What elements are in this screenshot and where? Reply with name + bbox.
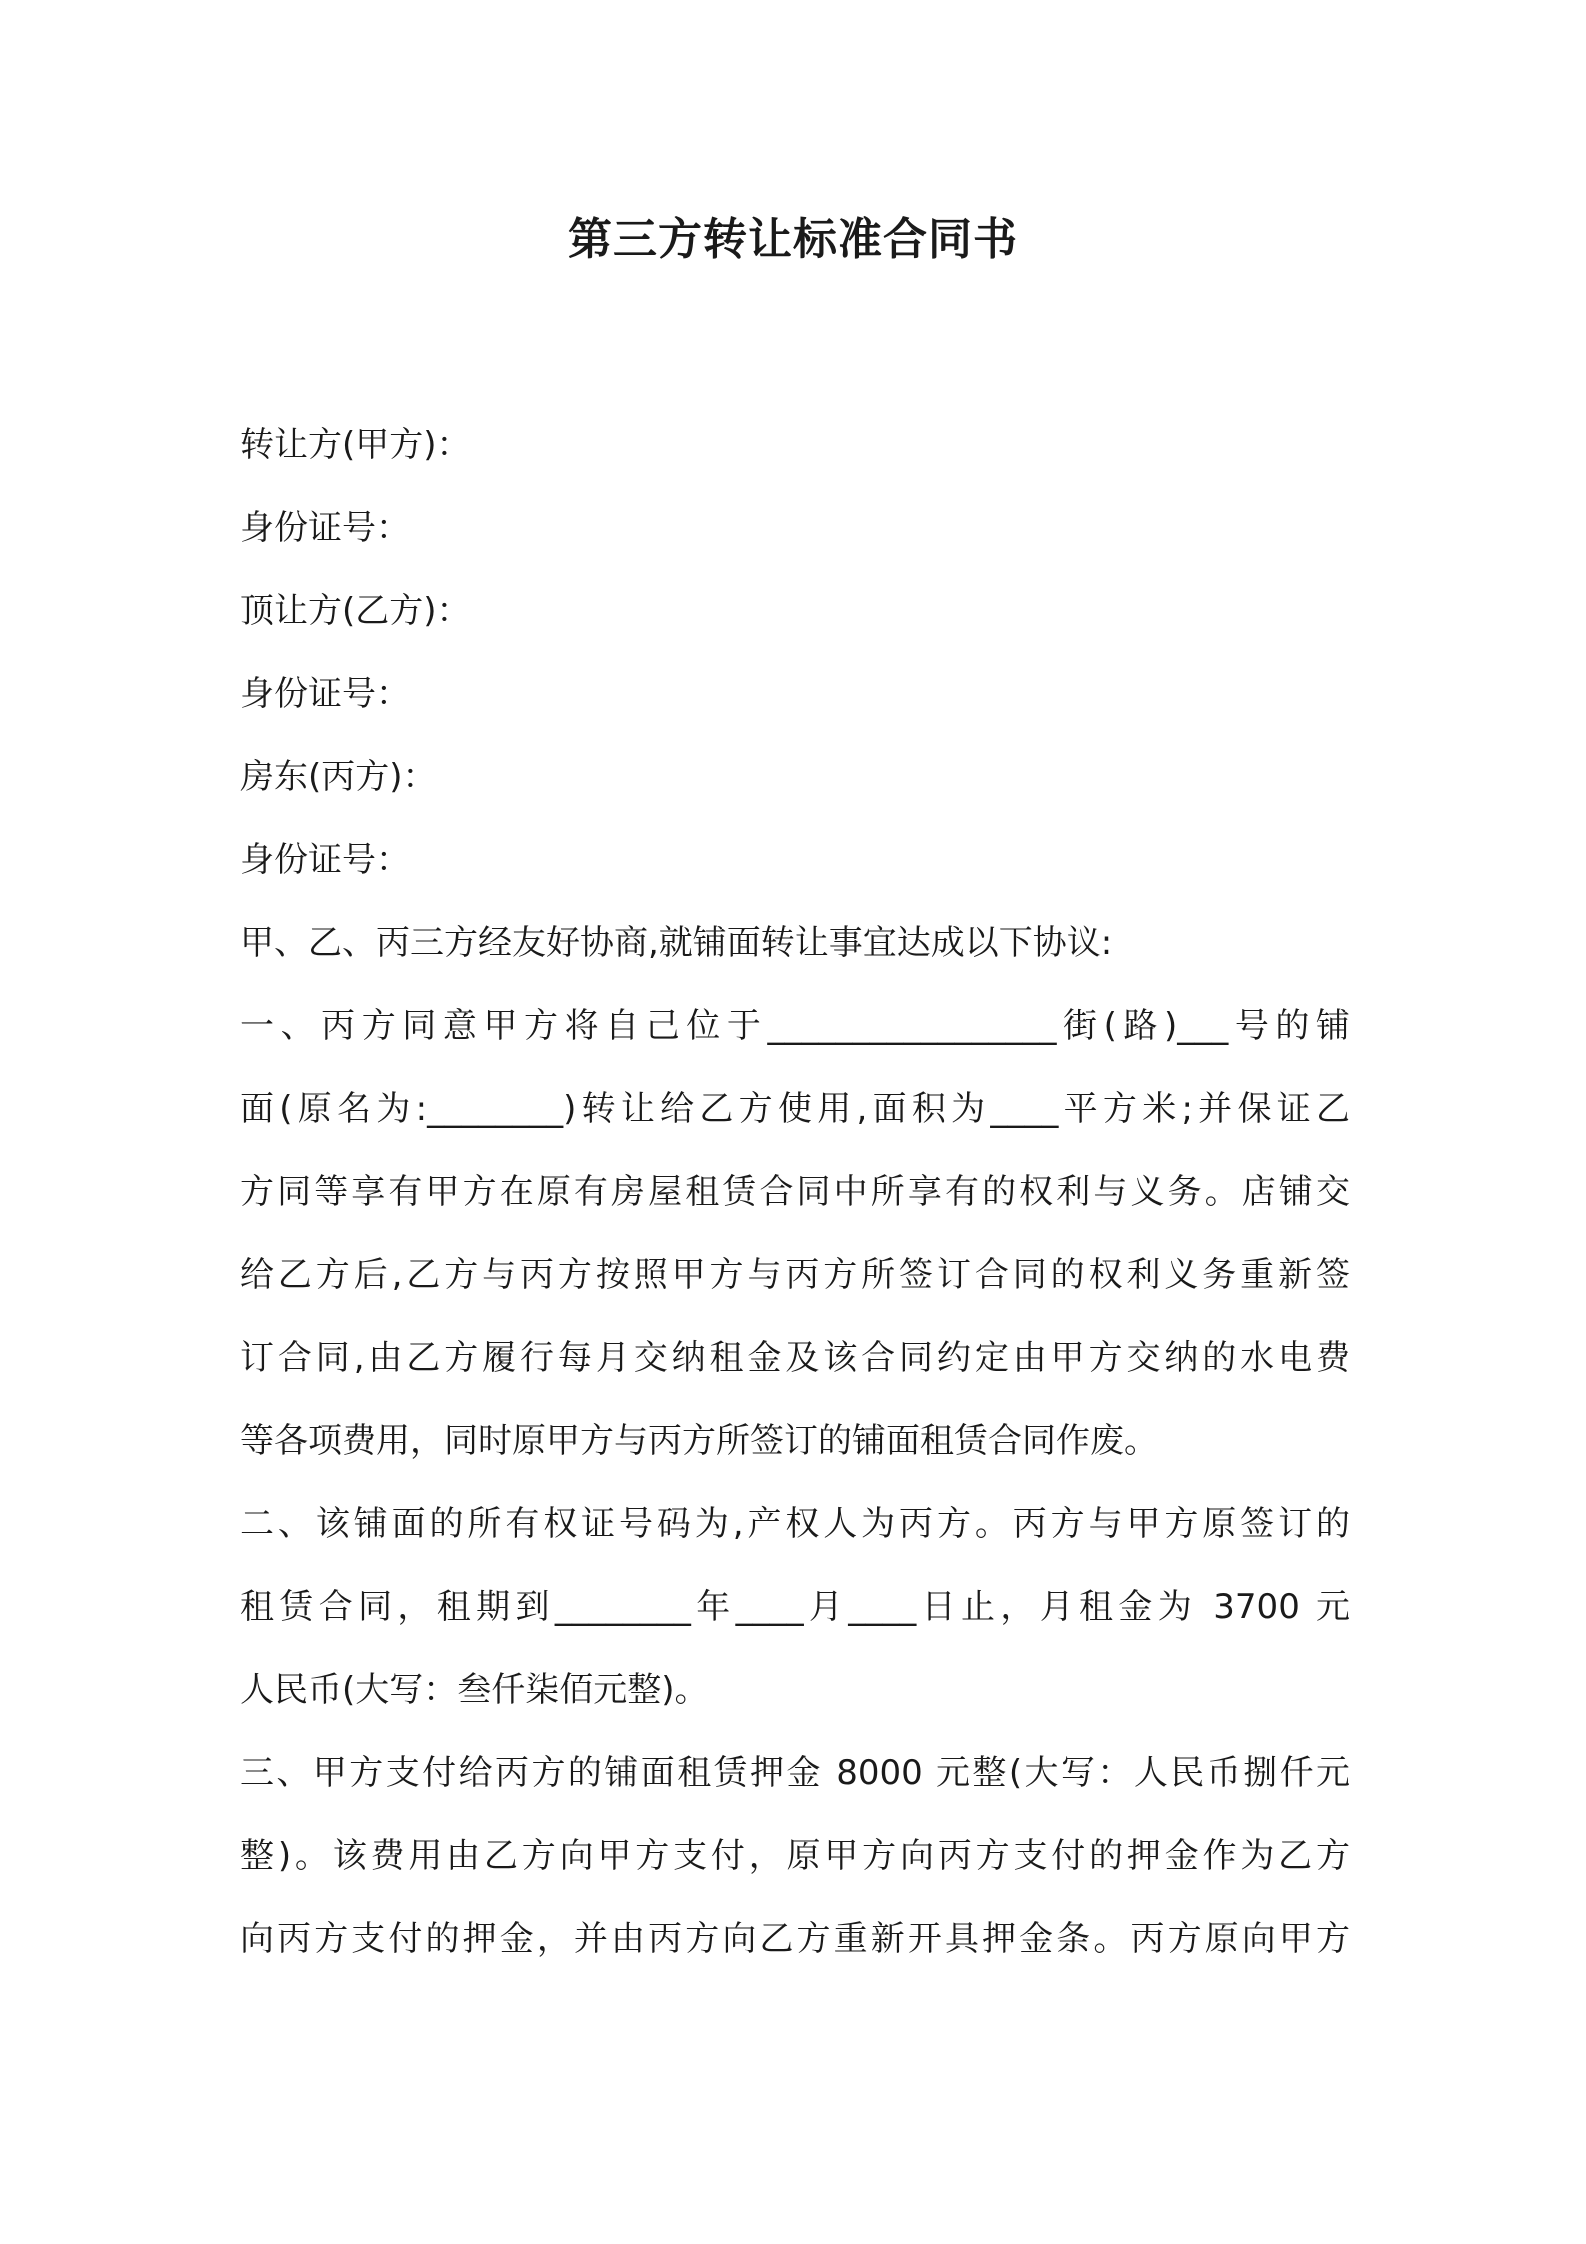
- document-title: 第三方转让标准合同书: [568, 214, 1018, 265]
- clause-1-line-1: 一、丙方同意甲方将自己位于_________________街(路)___号的铺: [240, 1006, 1350, 1046]
- party-b-label: 顶让方(乙方)：: [240, 591, 471, 631]
- clause-2-line-1: 二、该铺面的所有权证号码为,产权人为丙方。丙方与甲方原签订的: [240, 1504, 1350, 1544]
- clause-1-line-2: 面(原名为:________)转让给乙方使用,面积为____平方米;并保证乙: [240, 1089, 1350, 1129]
- clause-1-line-3: 方同等享有甲方在原有房屋租赁合同中所享有的权利与义务。店铺交: [240, 1172, 1350, 1212]
- clause-1-line-5: 订合同,由乙方履行每月交纳租金及该合同约定由甲方交纳的水电费: [240, 1338, 1350, 1378]
- clause-2-line-2: 租赁合同，租期到________年____月____日止，月租金为 3700 元: [240, 1587, 1350, 1627]
- party-a-id-label: 身份证号：: [240, 508, 410, 548]
- party-a-label: 转让方(甲方)：: [240, 425, 471, 465]
- party-c-label: 房东(丙方)：: [240, 757, 437, 797]
- clause-3-line-3: 向丙方支付的押金，并由丙方向乙方重新开具押金条。丙方原向甲方: [240, 1919, 1350, 1959]
- clause-2-line-3: 人民币(大写：叁仟柒佰元整)。: [240, 1670, 709, 1710]
- clause-1-line-6: 等各项费用，同时原甲方与丙方所签订的铺面租赁合同作废。: [240, 1421, 1158, 1461]
- agreement-intro: 甲、乙、丙三方经友好协商,就铺面转让事宜达成以下协议:: [240, 923, 1113, 963]
- party-c-id-label: 身份证号：: [240, 840, 410, 880]
- document-body: [240, 404, 1350, 1981]
- party-b-id-label: 身份证号：: [240, 674, 410, 714]
- clause-1-line-4: 给乙方后,乙方与丙方按照甲方与丙方所签订合同的权利义务重新签: [240, 1255, 1350, 1295]
- clause-3-line-1: 三、甲方支付给丙方的铺面租赁押金 8000 元整(大写：人民币捌仟元: [240, 1753, 1350, 1793]
- clause-3-line-2: 整)。该费用由乙方向甲方支付，原甲方向丙方支付的押金作为乙方: [240, 1836, 1350, 1876]
